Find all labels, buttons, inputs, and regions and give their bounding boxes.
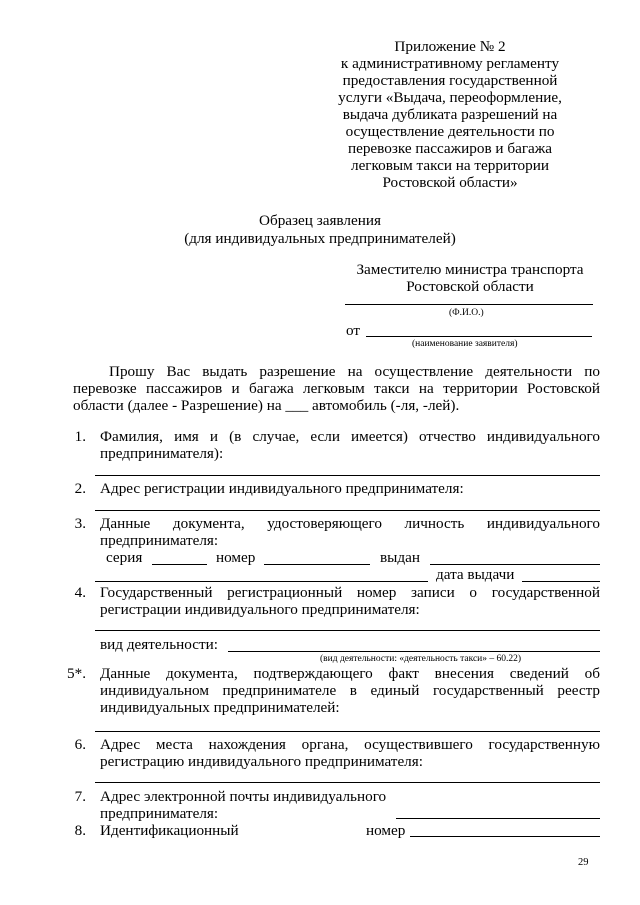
item-number: 6.	[74, 736, 86, 753]
applicant-caption: (наименование заявителя)	[412, 339, 518, 349]
number-field-line	[264, 564, 370, 565]
page-number: 29	[578, 857, 589, 868]
item-1-fill-line	[95, 475, 600, 476]
activity-label: вид деятельности:	[100, 636, 218, 653]
item-4-text: Государственный регистрационный номер записи о государственной регистрации индивидуального предпринимателя:	[100, 584, 600, 618]
activity-hint: (вид деятельности: «деятельность такси» – 60.22)	[320, 654, 522, 664]
document-title: Образец заявления	[259, 212, 381, 229]
issue-date-label: дата выдачи	[436, 566, 515, 583]
applicant-line	[366, 336, 592, 337]
item-2-text: Адрес регистрации индивидуального предпринимателя:	[100, 480, 464, 497]
issue-date-field-line	[522, 581, 600, 582]
appendix-line: услуги «Выдача, переоформление,	[338, 89, 562, 106]
request-paragraph: Прошу Вас выдать разрешение на осуществление деятельности по перевозке пассажиров и багажа легковым такси на территории Ростовской области (далее - Разрешение) на ___ автомобиль (-ля, -лей).	[73, 363, 600, 414]
appendix-line: выдача дубликата разрешений на	[342, 106, 558, 123]
item-3-text: Данные документа, удостоверяющего личность индивидуального предпринимателя:	[100, 515, 600, 549]
item-number: 4.	[74, 584, 86, 601]
issued-by-line	[95, 581, 428, 582]
item-1-text: Фамилия, имя и (в случае, если имеется) отчество индивидуального предпринимателя):	[100, 428, 600, 462]
item-number: 2.	[74, 480, 86, 497]
issued-label: выдан	[380, 549, 420, 566]
email-field-line	[396, 818, 600, 819]
item-number: 7.	[74, 788, 86, 805]
item-8-number-label: номер	[366, 822, 406, 839]
addressee-position: Заместителю министра транспорта	[356, 261, 584, 278]
item-number: 5*.	[67, 665, 86, 682]
appendix-line: Приложение № 2	[394, 38, 506, 55]
appendix-line: легковым такси на территории	[350, 157, 549, 174]
item-number: 3.	[74, 515, 86, 532]
addressee-region: Ростовской области	[406, 278, 534, 295]
from-label: от	[346, 322, 361, 339]
item-number: 8.	[74, 822, 86, 839]
item-4-fill-line	[95, 630, 600, 631]
addressee-fio-line	[345, 304, 593, 305]
appendix-line: к административному регламенту	[340, 55, 560, 72]
item-8-label: Идентификационный	[100, 822, 239, 839]
inn-field-line	[410, 836, 600, 837]
series-field-line	[152, 564, 207, 565]
item-7-text-line1: Адрес электронной почты индивидуального	[100, 788, 387, 805]
document-subtitle: (для индивидуальных предпринимателей)	[184, 230, 456, 247]
issued-field-line	[430, 564, 600, 565]
item-6-text: Адрес места нахождения органа, осуществившего государственную регистрацию индивидуального предпринимателя:	[100, 736, 600, 770]
item-5-fill-line	[95, 731, 600, 732]
appendix-line: осуществление деятельности по	[345, 123, 555, 140]
item-7-text-line2: предпринимателя:	[100, 805, 219, 822]
appendix-header	[335, 38, 565, 191]
number-label: номер	[216, 549, 256, 566]
fio-caption: (Ф.И.О.)	[449, 308, 484, 318]
activity-field-line	[228, 651, 600, 652]
series-label: серия	[106, 549, 143, 566]
item-6-fill-line	[95, 782, 600, 783]
appendix-line: перевозке пассажиров и багажа	[347, 140, 553, 157]
item-number: 1.	[74, 428, 86, 445]
appendix-line: предоставления государственной	[342, 72, 558, 89]
item-2-fill-line	[95, 510, 600, 511]
appendix-line: Ростовской области»	[382, 174, 518, 191]
item-5-text: Данные документа, подтверждающего факт внесения сведений об индивидуальном предпринимателе в единый государственный реестр индивидуальных предпринимателей:	[100, 665, 600, 716]
